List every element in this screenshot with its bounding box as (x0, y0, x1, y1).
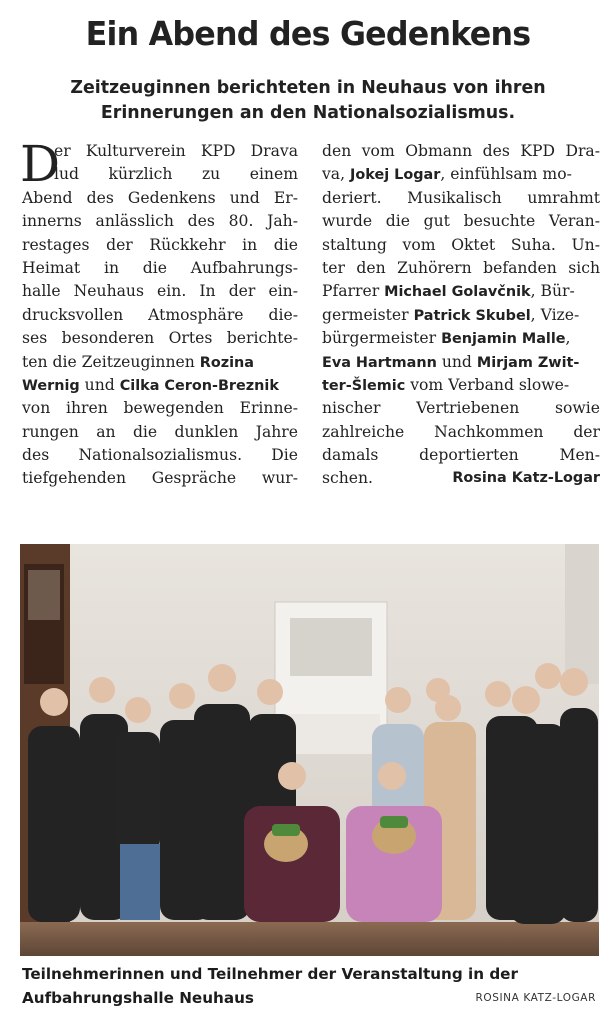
caption-line: Teilnehmerinnen und Teilnehmer der Veranstaltung in der (22, 965, 518, 983)
article-column-2 (322, 140, 600, 491)
text-line: rungen an die dunklen Jahre (22, 422, 298, 441)
person-name: Jokej Logar (350, 167, 441, 184)
text-line: nischer Vertriebenen sowie (322, 399, 600, 418)
text-fragment: , Vize- (530, 305, 580, 324)
text-fragment: vom Verband slowe- (410, 375, 570, 394)
text-fragment: , einfühlsam mo- (440, 165, 572, 184)
text-line: restages der Rückkehr in die (22, 235, 298, 254)
text-line: ter den Zuhörern befanden sich (322, 258, 600, 277)
person-name: Benjamin Malle (441, 331, 566, 348)
text-fragment: ten die Zeitzeuginnen (22, 352, 195, 371)
text-fragment: germeister (322, 305, 409, 324)
text-line (322, 467, 600, 490)
group-photo (20, 544, 599, 956)
person-name: Rozina (199, 354, 254, 371)
text-fragment: Pfarrer (322, 282, 380, 301)
text-line: bürgermeister Benjamin Malle, (322, 329, 571, 348)
article-author: Rosina Katz-Logar (452, 470, 600, 487)
person-name: Mirjam Zwit- (476, 354, 580, 371)
subheadline-line: Zeitzeuginnen berichteten in Neuhaus von ihren (70, 78, 546, 98)
text-line: innerns anlässlich des 80. Jah- (22, 212, 298, 231)
text-line: lud kürzlich zu einem (54, 165, 298, 184)
subheadline-line: Erinnerungen an den Nationalsozialismus. (100, 103, 516, 123)
text-line: halle Neuhaus ein. In der ein- (22, 282, 298, 301)
text-line: er Kulturverein KPD Drava (54, 142, 298, 160)
text-line: Heimat in die Aufbahrungs- (22, 258, 298, 277)
person-name: ter-Šlemic (322, 377, 406, 394)
text-fragment: , Bür- (530, 282, 575, 301)
drop-cap: D (20, 135, 61, 193)
caption-line: Aufbahrungshalle Neuhaus (22, 989, 254, 1007)
person-name: Eva Hartmann (322, 354, 437, 371)
person-name: Michael Golavčnik (384, 284, 531, 301)
text-line (322, 374, 600, 397)
text-line: tiefgehenden Gespräche wur- (22, 469, 298, 488)
article-headline: Ein Abend des Gedenkens (85, 14, 531, 53)
article-column-1 (20, 135, 298, 491)
text-line: wurde die gut besuchte Veran- (322, 212, 600, 231)
group-photo-illustration (20, 544, 599, 956)
text-line (22, 351, 298, 374)
text-line: den vom Obmann des KPD Dra- (322, 142, 600, 160)
photo-credit: ROSINA KATZ-LOGAR (475, 992, 596, 1004)
text-line: von ihren bewegenden Erinne- (22, 399, 298, 418)
text-line (322, 163, 600, 186)
text-fragment: va, (322, 165, 346, 184)
text-line (322, 304, 600, 327)
text-line (322, 280, 600, 303)
text-line: zahlreiche Nachkommen der (322, 422, 600, 441)
text-fragment: bürgermeister (322, 329, 437, 348)
text-line: deriert. Musikalisch umrahmt (322, 188, 600, 207)
text-line (22, 374, 298, 397)
text-line: staltung vom Oktet Suha. Un- (322, 235, 600, 254)
person-name: Cilka Ceron-Breznik (119, 377, 279, 394)
text-line: drucksvollen Atmosphäre die- (22, 305, 298, 324)
text-line: damals deportierten Men- (322, 446, 600, 465)
text-line: Abend des Gedenkens und Er- (22, 188, 298, 207)
text-line: ses besonderen Ortes berichte- (22, 329, 298, 348)
text-fragment: und (84, 375, 115, 394)
person-name: Patrick Skubel (413, 307, 531, 324)
text-line (322, 351, 600, 374)
text-fragment: und (441, 352, 472, 371)
person-name: Wernig (22, 377, 80, 394)
article-subheadline (20, 76, 596, 126)
text-fragment: schen. (322, 469, 374, 488)
text-line: des Nationalsozialismus. Die (22, 446, 298, 465)
